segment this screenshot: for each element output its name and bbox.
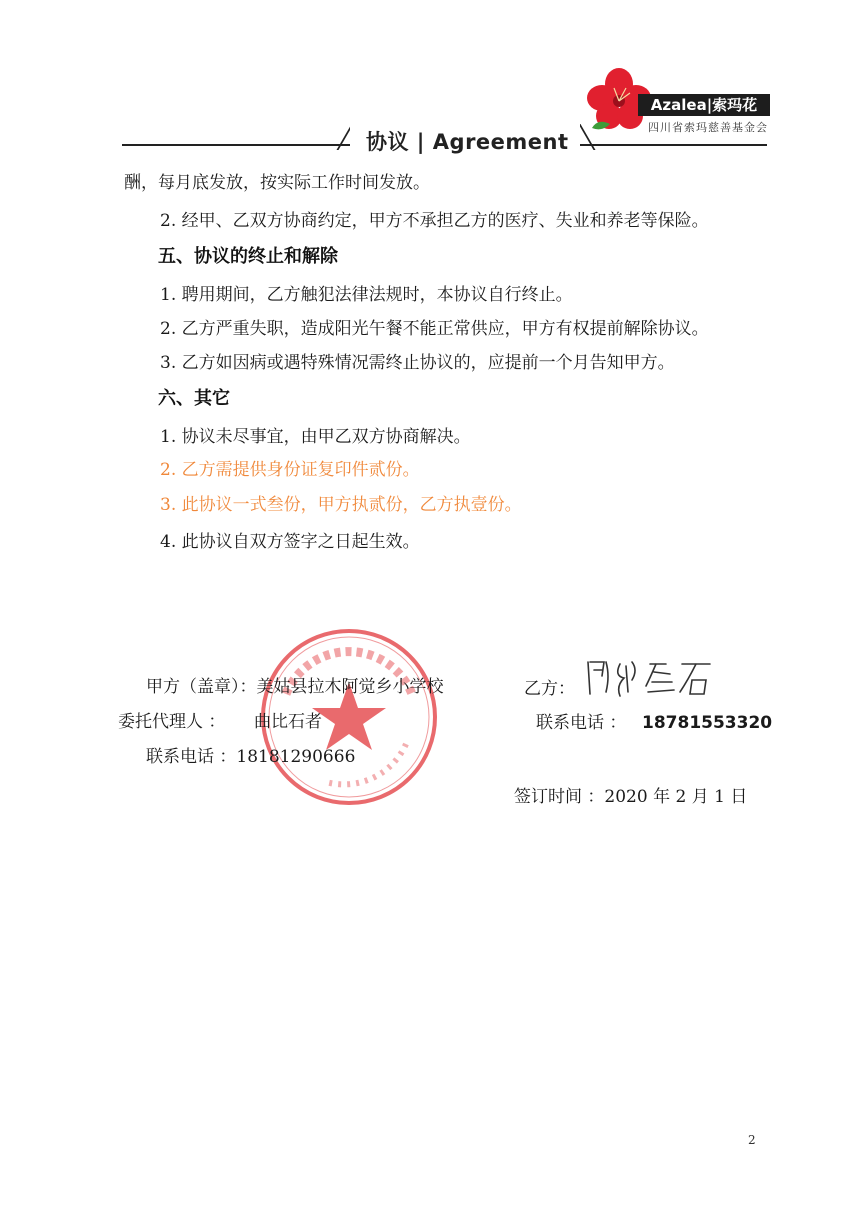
section-heading-other: 六、其它 — [158, 388, 230, 409]
page-number: 2 — [748, 1133, 756, 1147]
agent-name: 曲比石者 — [254, 712, 322, 732]
logo-brand-text: Azalea|索玛花 — [638, 94, 770, 116]
clause-6-2: 2. 乙方需提供身份证复印件贰份。 — [160, 460, 420, 480]
header-title: 协议 | Agreement — [366, 130, 569, 154]
clause-continued-text: 酬，每月底发放，按实际工作时间发放。 — [124, 173, 430, 193]
foundation-logo — [584, 66, 774, 136]
party-b-label: 乙方： — [524, 679, 575, 699]
signing-date: 签订时间 ：2020 年 2 月 1 日 — [514, 787, 748, 807]
agent-label: 委托代理人 ： — [118, 712, 226, 732]
party-a-label: 甲方（盖章）：美姑县拉木阿觉乡小学校 — [146, 677, 444, 697]
section-heading-termination: 五、协议的终止和解除 — [158, 246, 338, 267]
party-b-phone-label: 联系电话 ： — [536, 713, 627, 733]
party-a-phone: 联系电话 ：18181290666 — [146, 747, 356, 767]
clause-5-2: 2. 乙方严重失职，造成阳光午餐不能正常供应，甲方有权提前解除协议。 — [160, 319, 709, 339]
clause-5-3: 3. 乙方如因病或遇特殊情况需终止协议的，应提前一个月告知甲方。 — [160, 353, 675, 373]
logo-org-text: 四川省索玛慈善基金会 — [648, 121, 768, 134]
clause-4-2: 2. 经甲、乙双方协商约定，甲方不承担乙方的医疗、失业和养老等保险。 — [160, 211, 709, 231]
party-b-handwritten-signature — [580, 656, 720, 702]
clause-6-1: 1. 协议未尽事宜，由甲乙双方协商解决。 — [160, 427, 471, 447]
party-b-phone: 18781553320 — [642, 713, 773, 733]
clause-6-3: 3. 此协议一式叁份，甲方执贰份，乙方执壹份。 — [160, 495, 522, 515]
clause-5-1: 1. 聘用期间，乙方触犯法律法规时，本协议自行终止。 — [160, 285, 573, 305]
clause-6-4: 4. 此协议自双方签字之日起生效。 — [160, 532, 420, 552]
